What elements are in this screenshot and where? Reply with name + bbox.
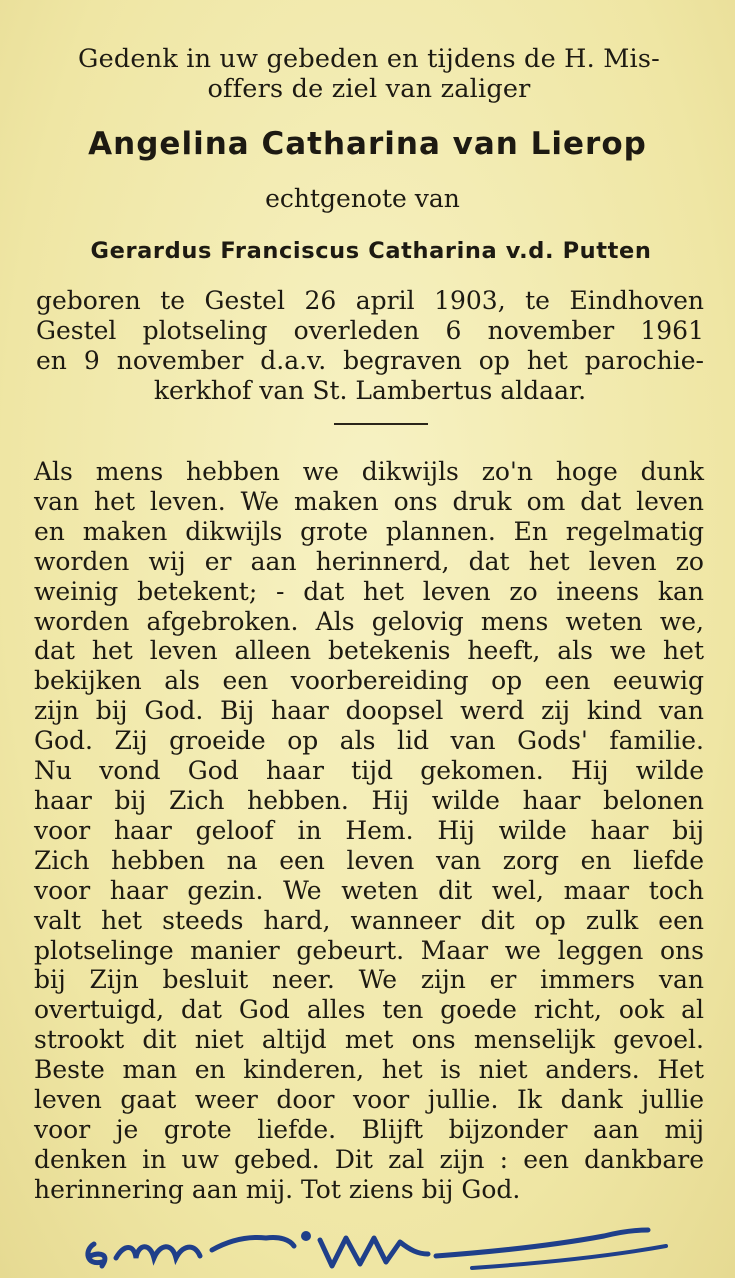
deceased-name: Angelina Catharina van Lierop xyxy=(88,126,647,162)
text-line: voor haar geloof in Hem. Hij wilde haar bij xyxy=(34,815,704,845)
text-line: herinnering aan mij. Tot ziens bij God. xyxy=(34,1174,521,1204)
text-line: voor haar gezin. We weten dit wel, maar toch xyxy=(34,875,704,905)
text-line: worden afgebroken. Als gelovig mens weten we, xyxy=(34,606,704,636)
text-line: strookt dit niet altijd met ons menselijk gevoel. xyxy=(34,1025,704,1055)
text-line: God. Zij groeide op als lid van Gods' familie. xyxy=(34,726,704,756)
bio-line: geboren te Gestel 26 april 1903, te Eindhoven xyxy=(36,286,704,315)
text-line: en maken dikwijls grote plannen. En regelmatig xyxy=(34,516,704,546)
spouse-label: echtgenote van xyxy=(265,184,460,213)
text-line: worden wij er aan herinnerd, dat het leven zo xyxy=(34,546,704,576)
text-line: bekijken als een voorbereiding op een eeuwig xyxy=(34,666,704,696)
text-line: dat het leven alleen betekenis heeft, als we het xyxy=(34,636,704,666)
text-line: Zich hebben na een leven van zorg en liefde xyxy=(34,845,704,875)
text-line: van het leven. We maken ons druk om dat leven xyxy=(34,486,704,516)
text-line: Beste man en kinderen, het is niet anders. Het xyxy=(34,1055,704,1085)
spouse-name: Gerardus Franciscus Catharina v.d. Putten xyxy=(90,238,652,264)
memorial-text xyxy=(34,457,704,1205)
text-line: denken in uw gebed. Dit zal zijn : een dankbare xyxy=(34,1144,704,1174)
text-line: bij Zijn besluit neer. We zijn er immers van xyxy=(34,965,704,995)
intro-line-1: Gedenk in uw gebeden en tijdens de H. Mis- xyxy=(78,44,660,74)
intro-line-2: offers de ziel van zaliger xyxy=(207,74,531,104)
divider-line xyxy=(334,423,428,425)
intro-text xyxy=(34,44,704,104)
text-line: weinig betekent; - dat het leven zo ineens kan xyxy=(34,576,704,606)
text-line: Nu vond God haar tijd gekomen. Hij wilde xyxy=(34,756,704,786)
signature-icon xyxy=(80,1200,720,1278)
text-line: plotselinge manier gebeurt. Maar we leggen ons xyxy=(34,935,704,965)
text-line: valt het steeds hard, wanneer dit op zulk een xyxy=(34,905,704,935)
bio-line: en 9 november d.a.v. begraven op het parochie- xyxy=(36,346,704,375)
text-line: overtuigd, dat God alles ten goede richt, ook al xyxy=(34,995,704,1025)
text-line: voor je grote liefde. Blijft bijzonder aan mij xyxy=(34,1114,704,1144)
biography xyxy=(36,286,704,406)
text-line: Als mens hebben we dikwijls zo'n hoge dunk xyxy=(34,457,704,486)
text-line: haar bij Zich hebben. Hij wilde haar belonen xyxy=(34,785,704,815)
bio-line: Gestel plotseling overleden 6 november 1961 xyxy=(36,316,704,345)
text-line: zijn bij God. Bij haar doopsel werd zij kind van xyxy=(34,696,704,726)
bio-line: kerkhof van St. Lambertus aldaar. xyxy=(153,376,587,405)
text-line: leven gaat weer door voor jullie. Ik dank jullie xyxy=(34,1085,704,1115)
